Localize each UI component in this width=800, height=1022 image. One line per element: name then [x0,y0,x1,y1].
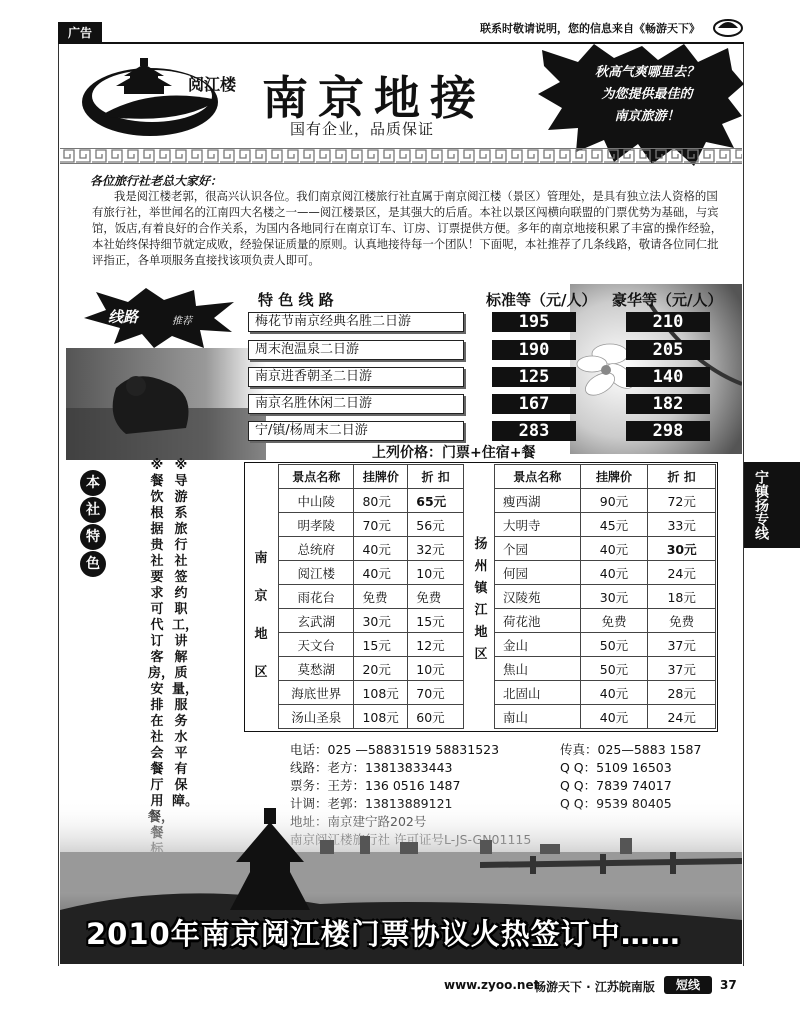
table-row [495,633,716,657]
standard-price-header: 标准等（元/人） [486,291,597,309]
col-header: 景点名称 [279,465,354,489]
logo-text: 阅江楼 [188,75,237,94]
site-name: 天文台 [279,633,354,657]
list-price: 80元 [354,489,408,513]
magazine-logo-icon [712,14,744,38]
site-name: 中山陵 [279,489,354,513]
region-char: 南 [254,551,268,566]
brand-title: 南京地接 [262,71,486,125]
deluxe-price: 205 [626,340,710,360]
discount-price: 28元 [648,681,716,705]
table-row [279,633,464,657]
phone: 电话：025 —58831519 58831523 [290,742,500,757]
ticket-contact: 票务：王芳：136 0516 1487 [290,778,461,793]
feature-catering: ※餐饮根据贵社要求可代订客房，安排在社会餐厅 [148,458,175,793]
footer-magazine: 畅游天下 · 江苏皖南版 [534,980,655,994]
table-header-row [495,465,716,489]
discount-price: 33元 [648,513,716,537]
discount-price: 10元 [408,657,464,681]
site-name: 何园 [495,561,581,585]
discount-price: 12元 [408,633,464,657]
col-header: 挂牌价 [354,465,408,489]
list-price: 50元 [580,657,648,681]
list-price: 108元 [354,705,408,729]
discount-price: 37元 [648,633,716,657]
list-price: 40元 [580,681,648,705]
list-price: 90元 [580,489,648,513]
region-char: 江 [474,603,488,618]
site-name: 焦山 [495,657,581,681]
table-row [279,609,464,633]
standard-price: 125 [492,367,576,387]
discount-price: 60元 [408,705,464,729]
list-price: 40元 [580,561,648,585]
table-row [279,537,464,561]
route-item: 宁/镇/杨周末二日游 [248,421,464,441]
standard-price: 283 [492,421,576,441]
table-row [495,489,716,513]
list-price: 20元 [354,657,408,681]
site-name: 玄武湖 [279,609,354,633]
table-row [279,513,464,537]
table-row [279,561,464,585]
ad-tag: 广告 [58,22,102,42]
fax: 传真：025—5883 1587 [560,742,702,757]
region-char: 地 [254,627,268,642]
nanjing-region-label [246,540,276,692]
site-name: 瘦西湖 [495,489,581,513]
region-char: 州 [474,559,488,574]
discount-price: 10元 [408,561,464,585]
deluxe-price: 140 [626,367,710,387]
discount-price: 56元 [408,513,464,537]
table-row [495,513,716,537]
list-price: 30元 [354,609,408,633]
table-row [495,681,716,705]
site-name: 莫愁湖 [279,657,354,681]
side-tab [744,462,800,548]
intro-paragraph: 我是阅江楼老郭，很高兴认识各位。我们南京阅江楼旅行社直属于南京阅江楼（景区）管理处，是具有独立法人资格的国有旅行社，举世闻名的江南四大名楼之一——阅江楼景区，是其强大的后盾。本社以景区闯横向联盟的门票优势为基础，与宾馆，饭店,有着良好的合作关系，为国内各地同行在南京订车、订房、订票提供方便。多年的南京地接积累了丰富的操作经验，本社始终保持细节就定成败，经验保证质量的原则。认真地接待每一个团队！下面呢，本社推荐了几条线路，敬请各位同仁批评指正，各单项服务直接找该项负责人即可。 [92,189,723,267]
discount-price: 18元 [648,585,716,609]
site-name: 雨花台 [279,585,354,609]
feature-title-char: 社 [80,497,106,523]
route-badge-burst [84,288,234,348]
discount-price: 32元 [408,537,464,561]
yzz-region-label [466,534,496,666]
feature-title-char: 特 [80,524,106,550]
table-row [279,585,464,609]
feature-title-char: 色 [80,551,106,577]
region-char: 扬 [474,537,488,552]
burst-line-3: 南京旅游！ [614,109,680,124]
table-row [495,537,716,561]
list-price: 30元 [580,585,648,609]
list-price: 40元 [354,537,408,561]
discount-price: 24元 [648,561,716,585]
table-row [279,657,464,681]
list-price: 免费 [354,585,408,609]
site-name: 北固山 [495,681,581,705]
list-price: 40元 [580,705,648,729]
discount-price: 免费 [648,609,716,633]
col-header: 景点名称 [495,465,581,489]
col-header: 挂牌价 [580,465,648,489]
side-tab-text: 宁镇扬专线 [753,470,769,540]
table-row [495,561,716,585]
yzz-ticket-table [494,464,716,729]
deluxe-price: 182 [626,394,710,414]
discount-price: 65元 [408,489,464,513]
site-name: 汉陵苑 [495,585,581,609]
deluxe-price-header: 豪华等（元/人） [612,291,723,309]
site-name: 总统府 [279,537,354,561]
deluxe-price: 298 [626,421,710,441]
standard-price: 167 [492,394,576,414]
route-contact: 线路：老方：13813833443 [290,760,453,775]
list-price: 70元 [354,513,408,537]
site-name: 汤山圣泉 [279,705,354,729]
feature-title-char: 本 [80,470,106,496]
table-row [495,585,716,609]
burst-line-2: 为您提供最佳的 [601,87,693,102]
list-price: 50元 [580,633,648,657]
region-char: 区 [474,647,488,662]
site-name: 阅江楼 [279,561,354,585]
table-row [279,705,464,729]
greeting: 各位旅行社老总大家好： [90,174,223,188]
discount-price: 70元 [408,681,464,705]
ticket-qq: Q Q：7839 74017 [560,778,672,793]
region-char: 地 [474,625,488,640]
region-char: 镇 [474,581,488,596]
standard-price: 190 [492,340,576,360]
route-qq: Q Q：5109 16503 [560,760,672,775]
discount-price: 免费 [408,585,464,609]
table-row [279,489,464,513]
source-notice: 联系时敬请说明，您的信息来自《畅游天下》 [480,22,700,35]
table-row [495,705,716,729]
price-note: 上列价格：门票+住宿+餐 [372,445,536,461]
route-item: 南京名胜休闲二日游 [248,394,464,414]
yuejiang-tower-logo-icon [80,56,250,140]
list-price: 108元 [354,681,408,705]
discount-price: 30元 [648,537,716,561]
standard-price: 195 [492,312,576,332]
burst-line-1: 秋高气爽哪里去？ [594,65,699,80]
site-name: 金山 [495,633,581,657]
site-name: 明孝陵 [279,513,354,537]
tagline: 国有企业，品质保证 [290,120,435,138]
site-name: 海底世界 [279,681,354,705]
footer-section-tag: 短线 [664,976,712,994]
list-price: 40元 [580,537,648,561]
stone-sculpture-photo [66,348,266,460]
route-item: 周末泡温泉二日游 [248,340,464,360]
list-price: 免费 [580,609,648,633]
promo-banner: 2010年南京阅江楼门票协议火热签订中…… [86,917,681,951]
decorative-border [60,148,742,164]
page-number: 37 [720,978,737,992]
discount-price: 15元 [408,609,464,633]
discount-price: 24元 [648,705,716,729]
nanjing-ticket-table [278,464,464,729]
footer-url: www.zyoo.net [444,978,540,992]
route-item: 南京进香朝圣二日游 [248,367,464,387]
region-char: 京 [254,589,268,604]
site-name: 大明寺 [495,513,581,537]
discount-price: 37元 [648,657,716,681]
route-item: 梅花节南京经典名胜二日游 [248,312,464,332]
list-price: 15元 [354,633,408,657]
site-name: 荷花池 [495,609,581,633]
table-row [495,657,716,681]
deluxe-price: 210 [626,312,710,332]
list-price: 45元 [580,513,648,537]
burst-slogan [572,62,722,128]
table-row [279,681,464,705]
route-badge-text: 线路 [108,308,139,326]
table-header-row [279,465,464,489]
discount-price: 72元 [648,489,716,513]
site-name: 个园 [495,537,581,561]
list-price: 40元 [354,561,408,585]
col-header: 折 扣 [648,465,716,489]
col-header: 折 扣 [408,465,464,489]
table-row [495,609,716,633]
feature-guides: ※导游系旅行社签约职工，讲解质量，服务水平有保 [172,458,199,793]
site-name: 南山 [495,705,581,729]
route-column-header: 特 色 线 路 [258,291,334,309]
region-char: 区 [254,665,268,680]
route-badge-small: 推荐 [172,316,192,327]
